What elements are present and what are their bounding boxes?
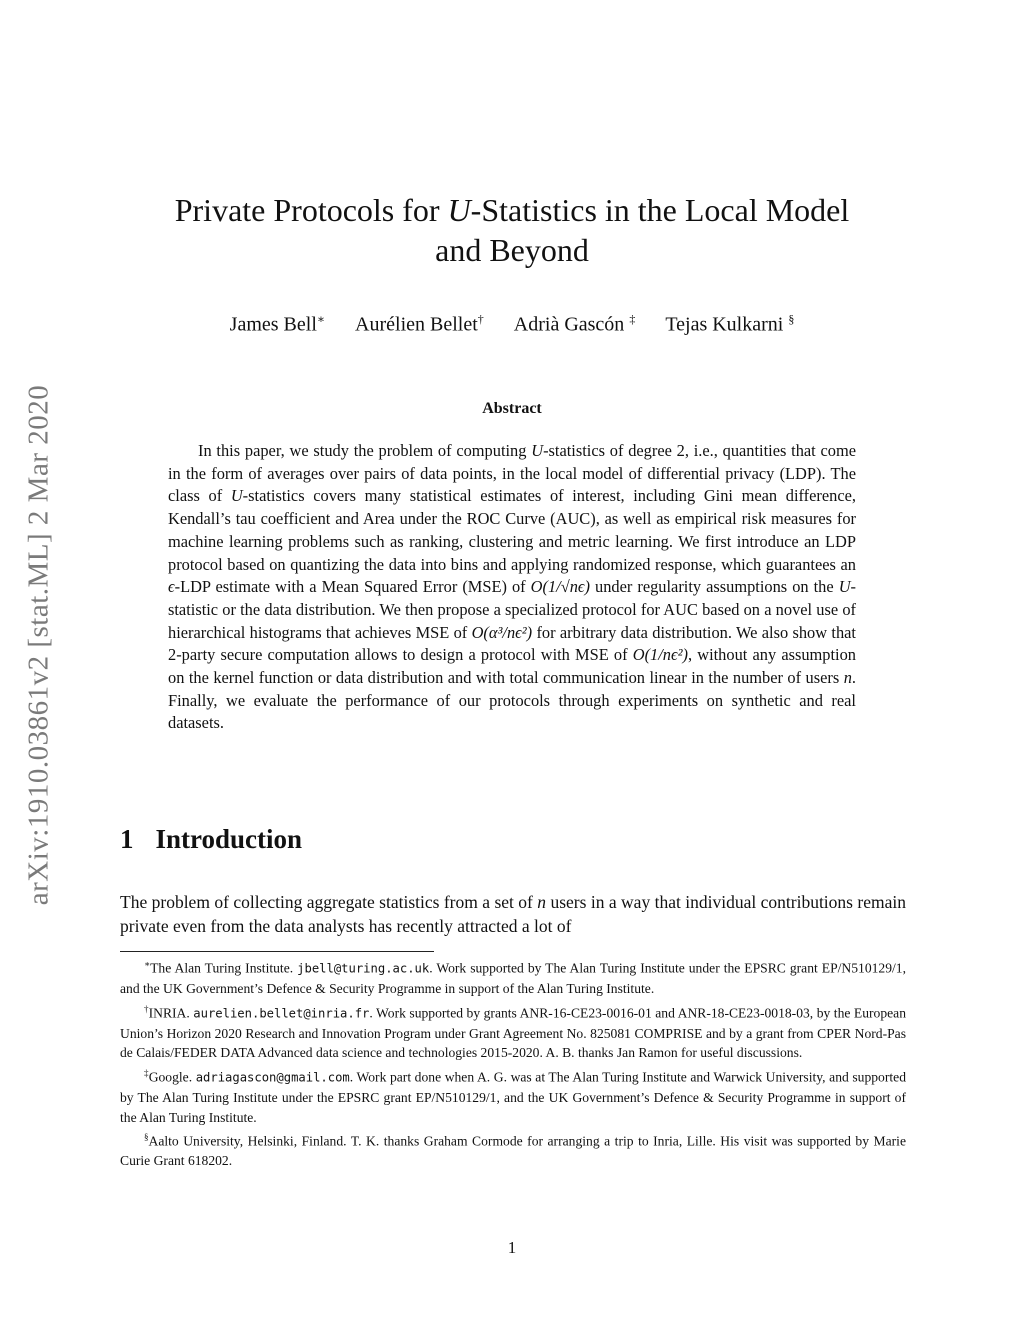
section-heading-introduction: 1 Introduction	[120, 824, 303, 854]
author-list	[100, 312, 924, 337]
abstract-heading: Abstract	[482, 400, 542, 417]
author: James Bell∗	[229, 312, 326, 336]
author: Tejas Kulkarni §	[665, 312, 795, 336]
introduction-paragraph: The problem of collecting aggregate statistics from a set of n users in a way that individual contributions remain private even from the data analysts has recently attracted a lot of	[120, 892, 906, 936]
footnote: ∗The Alan Turing Institute. jbell@turing.ac.uk. Work supported by The Alan Turing Institute under the EPSRC grant EP/N510129/1, and the UK Government’s Defence & Security Programme in support of the Alan Turing Institute.	[120, 959, 906, 997]
abstract-body: In this paper, we study the problem of computing U-statistics of degree 2, i.e., quantities that come in the form of averages over pairs of data points, in the local model of differential privacy (LDP). The class of U-statistics covers many statistical estimates of interest, including Gini mean difference, Kendall’s tau coefficient and Area under the ROC Curve (AUC), as well as empirical risk measures for machine learning problems such as ranking, clustering and metric learning. We first introduce an LDP protocol based on quantizing the data into bins and applying randomized response, which guarantees an ϵ-LDP estimate with a Mean Squared Error (MSE) of O(1/√nϵ) under regularity assumptions on the U-statistic or the data distribution. We then propose a specialized protocol for AUC based on a novel use of hierarchical histograms that achieves MSE of O(α³/nϵ²) for arbitrary data distribution. We also show that 2-party secure computation allows to design a protocol with MSE of O(1/nϵ²), without any assumption on the kernel function or data distribution and with total communication linear in the number of users n. Finally, we evaluate the performance of our protocols through experiments on synthetic and real datasets.	[168, 441, 857, 733]
page-number: 1	[507, 1238, 517, 1257]
arxiv-sidebar	[14, 345, 64, 945]
footnotes	[120, 955, 906, 1172]
footnote: ‡Google. adriagascon@gmail.com. Work part done when A. G. was at The Alan Turing Institute and Warwick University, and supported by The Alan Turing Institute under the EPSRC grant EP/N510129/1, and the UK Government’s Defence & Security Programme in support of the Alan Turing Institute.	[120, 1068, 906, 1125]
author: Adrià Gascón ‡	[513, 312, 636, 336]
email-link[interactable]: jbell@turing.ac.uk	[297, 961, 430, 976]
footnote: †INRIA. aurelien.bellet@inria.fr. Work supported by grants ANR-16-CE23-0016-01 and ANR-18-CE23-0018-03, by the European Union’s Horizon 2020 Research and Innovation Program under Grant Agreement No. 825081 COMPRISE and by a grant from CPER Nord-Pas de Calais/FEDER DATA Advanced data science and technologies 2015-2020. A. B. thanks Jan Ramon for useful discussions.	[120, 1003, 906, 1061]
arxiv-identifier: arXiv:1910.03861v2 [stat.ML] 2 Mar 2020	[22, 384, 55, 906]
footnote: §Aalto University, Helsinki, Finland. T. K. thanks Graham Cormode for arranging a trip to Inria, Lille. His visit was supported by Marie Curie Grant 618202.	[120, 1132, 906, 1169]
email-link[interactable]: aurelien.bellet@inria.fr	[193, 1006, 370, 1021]
author: Aurélien Bellet†	[355, 312, 484, 336]
footnote-divider	[120, 951, 434, 952]
paper-title: Private Protocols for U-Statistics in the Local Model and Beyond	[174, 192, 850, 268]
email-link[interactable]: adriagascon@gmail.com	[195, 1070, 350, 1085]
